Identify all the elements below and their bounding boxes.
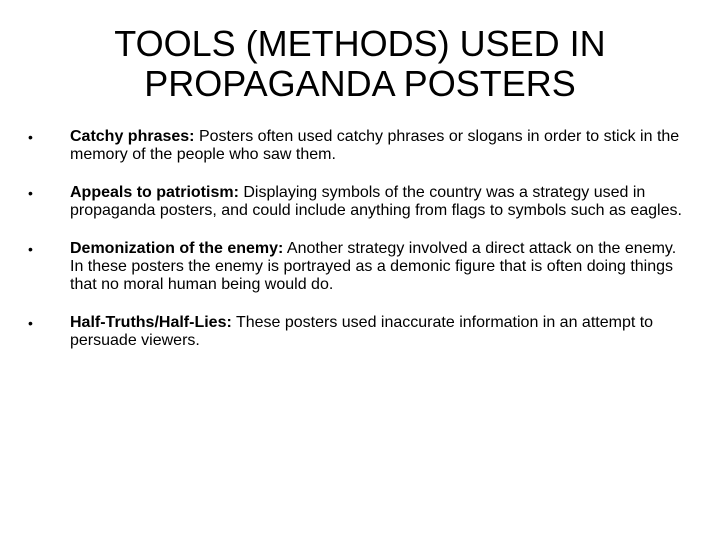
- bullet-marker: •: [28, 315, 33, 331]
- bullet-catchy-phrases: [28, 128, 688, 164]
- title-line-2: PROPAGANDA POSTERS: [144, 63, 576, 104]
- bullet-marker: •: [28, 185, 33, 201]
- bullet-marker: •: [28, 129, 33, 145]
- bullet-demonization-of-enemy: [28, 240, 688, 294]
- bullet-text: Displaying symbols of the country was a strategy used in propaganda posters, and could include anything from flags to symbols such as eagles.: [70, 184, 682, 219]
- bullet-text: These posters used inaccurate information in an attempt to persuade viewers.: [70, 314, 654, 349]
- bullet-term: Half-Truths/Half-Lies:: [70, 314, 232, 331]
- bullet-appeals-to-patriotism: [28, 184, 688, 220]
- bullet-half-truths: [28, 314, 688, 350]
- bullet-list: [28, 128, 688, 370]
- bullet-text: Posters often used catchy phrases or slogans in order to stick in the memory of the people who saw them.: [70, 128, 680, 163]
- bullet-marker: •: [28, 241, 33, 257]
- bullet-term: Appeals to patriotism:: [70, 184, 239, 201]
- title-line-1: TOOLS (METHODS) USED IN: [114, 23, 606, 64]
- bullet-term: Catchy phrases:: [70, 128, 195, 145]
- bullet-term: Demonization of the enemy:: [70, 240, 284, 257]
- slide-title: [40, 24, 680, 104]
- bullet-text: Another strategy involved a direct attack on the enemy. In these posters the enemy is portrayed as a demonic figure that is often doing things that no moral human being would do.: [70, 240, 677, 293]
